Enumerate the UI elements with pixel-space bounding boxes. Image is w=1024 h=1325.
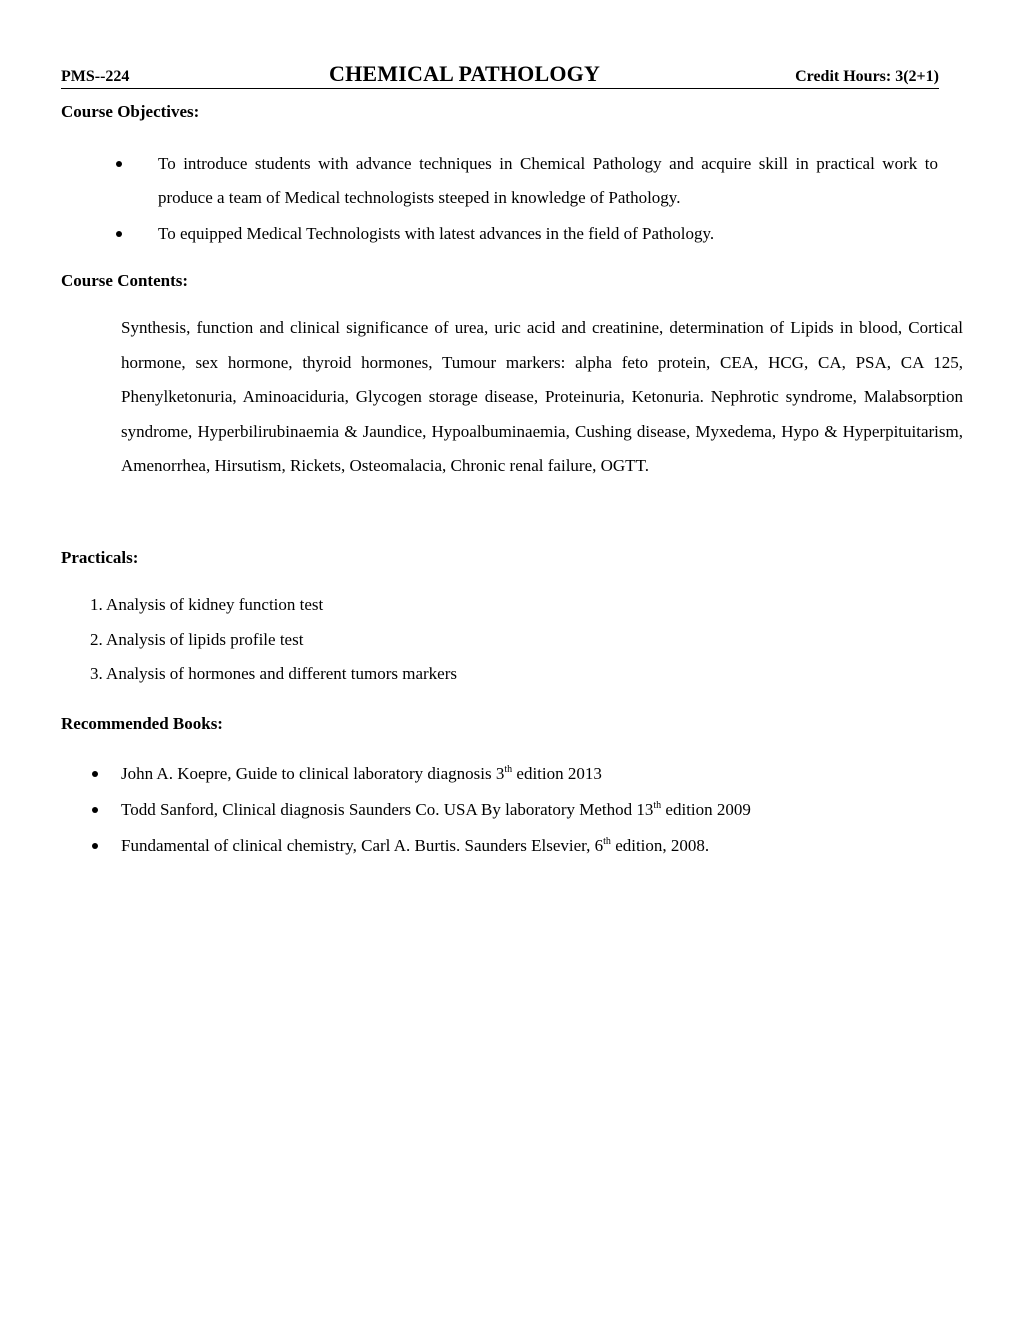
course-objectives-list [158, 147, 938, 251]
ordinal-suffix: th [504, 764, 513, 775]
list-item [158, 147, 938, 215]
bullet-icon [92, 771, 98, 777]
list-item [121, 792, 941, 828]
course-contents-heading: Course Contents: [61, 271, 189, 290]
course-title: CHEMICAL PATHOLOGY [329, 61, 601, 86]
course-header [61, 60, 939, 89]
list-item: 1. Analysis of kidney function test [90, 595, 324, 614]
bullet-icon [116, 231, 122, 237]
list-item [158, 217, 938, 251]
recommended-books-heading: Recommended Books: [61, 714, 223, 733]
book-edition: edition, 2008. [610, 836, 710, 855]
objective-text: To introduce students with advance techniques in Chemical Pathology and acquire skill in practical work to produce a team of Medical technologists steeped in knowledge of Pathology. [158, 154, 938, 207]
credit-hours: Credit Hours: 3(2+1) [795, 68, 939, 85]
course-objectives-heading: Course Objectives: [61, 102, 200, 121]
book-edition: edition 2009 [661, 800, 751, 819]
list-item: 3. Analysis of hormones and different tumors markers [90, 664, 458, 683]
list-item: 2. Analysis of lipids profile test [90, 629, 304, 649]
ordinal-suffix: th [653, 800, 662, 811]
book-title: Todd Sanford, Clinical diagnosis Saunders Co. USA By laboratory Method 13 [121, 800, 654, 819]
objective-text: To equipped Medical Technologists with latest advances in the field of Pathology. [158, 224, 715, 243]
recommended-books-list [121, 756, 941, 864]
practicals-list [90, 588, 457, 692]
bullet-icon [92, 807, 98, 813]
bullet-icon [116, 161, 122, 167]
list-item [121, 756, 941, 792]
course-contents-text: Synthesis, function and clinical significance of urea, uric acid and creatinine, determination of Lipids in blood, Cortical hormone, sex hormone, thyroid hormones, Tumour markers: alpha feto protein, CEA, HCG, CA, PSA, CA 125, Phenylketonuria, Aminoaciduria, Glycogen storage disease, Proteinuria, Ketonuria. Nephrotic syndrome, Malabsorption syndrome, Hyperbilirubinaemia & Jaundice, Hypoalbuminaemia, Cushing disease, Myxedema, Hypo & Hyperpituitarism, Amenorrhea, Hirsutism, Rickets, Osteomalacia, Chronic renal failure, OGTT. [121, 318, 963, 476]
list-item [121, 828, 941, 864]
bullet-icon [92, 843, 98, 849]
course-code: PMS--224 [61, 68, 130, 85]
practicals-heading: Practicals: [61, 548, 139, 567]
ordinal-suffix: th [603, 836, 611, 847]
book-title: John A. Koepre, Guide to clinical laboratory diagnosis 3 [121, 764, 505, 783]
book-edition: edition 2013 [512, 764, 602, 783]
book-title: Fundamental of clinical chemistry, Carl A. Burtis. Saunders Elsevier, 6 [121, 836, 604, 855]
